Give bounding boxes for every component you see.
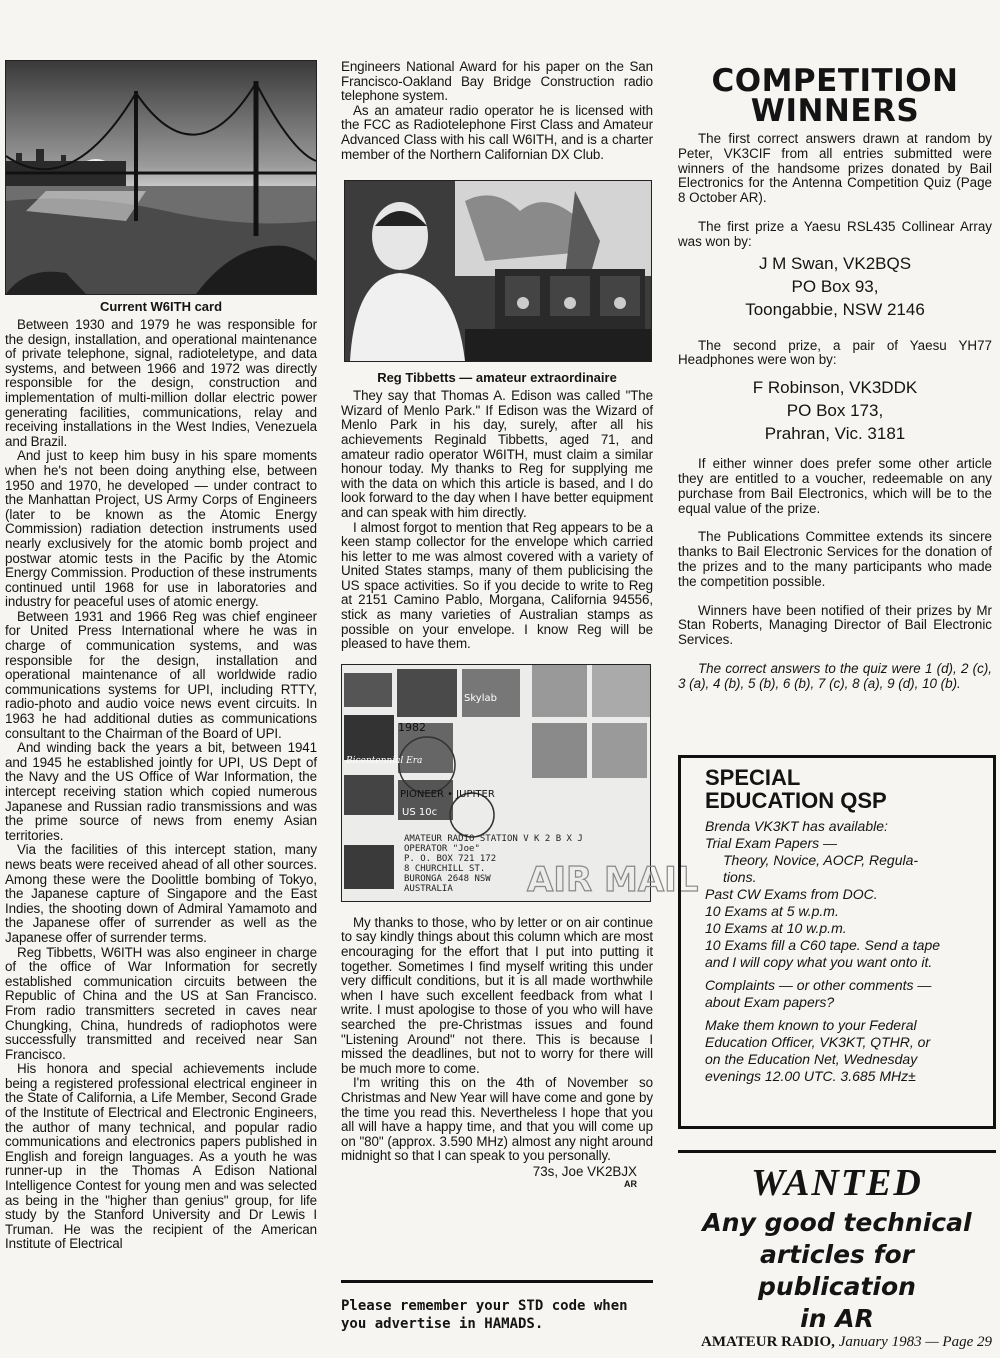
envelope-photo	[341, 664, 699, 902]
paragraph: If either winner does prefer some other article they are entitled to a voucher, redeemable on any purchase from Bail Electronics, which will be to the equal value of the prize.	[678, 456, 992, 516]
paragraph: Winners have been notified of their prizes by Mr Stan Roberts, Managing Director of Bail Electronic Services.	[678, 602, 992, 648]
quiz-answers: The correct answers to the quiz were 1 (d), 2 (c), 3 (a), 4 (b), 5 (b), 6 (b), 7 (c), 8 (a), 9 (d), 10 (b).	[678, 660, 992, 691]
stamp-text: 1982	[398, 720, 426, 734]
operator-at-station-photo	[345, 181, 651, 361]
section-title	[678, 63, 992, 129]
box-line: Education Officer, VK3KT, QTHR, or	[705, 1034, 931, 1050]
competition-winners-section	[678, 60, 992, 692]
envelope-address-line: 8 CHURCHILL ST.	[404, 863, 486, 874]
box-line: Brenda VK3KT has available:	[705, 818, 888, 834]
photo-caption: Reg Tibbetts — amateur extraordinaire	[377, 370, 617, 386]
wanted-text	[678, 1207, 996, 1335]
box-line: Make them known to your Federal	[705, 1017, 917, 1033]
box-line: about Exam papers?	[705, 994, 835, 1010]
address-line: PO Box 93,	[791, 276, 879, 296]
wanted-title: WANTED	[751, 1162, 923, 1204]
envelope-address-line: BURONGA 2648 NSW	[404, 873, 491, 884]
title-line: SPECIAL	[705, 765, 801, 790]
wanted-line: articles for publication	[758, 1240, 916, 1301]
author-signoff: 73s, Joe VK2BJX	[532, 1163, 637, 1179]
box-line: Trial Exam Papers —	[705, 835, 837, 851]
airmail-label: AIR MAIL	[527, 859, 699, 900]
qsl-card-photo	[5, 60, 317, 295]
paragraph: Engineers National Award for his paper on the San Francisco-Oakland Bay Bridge Construction radio telephone system.	[341, 59, 653, 104]
column-2	[341, 59, 699, 1189]
wanted-line: in AR	[800, 1304, 874, 1333]
box-line: and I will copy what you want onto it.	[705, 954, 933, 970]
paragraph: The Publications Committee extends its sincere thanks to Bail Electronic Services for the donation of the prizes and to the many participants who made the competition possible.	[678, 529, 992, 589]
article-text-col1	[5, 318, 317, 1252]
stamp-text: Bicentennial Era	[346, 755, 423, 766]
paragraph: Between 1931 and 1966 Reg was chief engineer for United Press International where he was in charge of communication systems, and was responsible for the design, installation and operational maintenance of all worldwide radio communications systems for UPI, including RTTY, radio-photo and audio voice news event circuits. In 1963 he had additional duties as communications consultant to the Chairman of the Board of UPI.	[5, 608, 317, 741]
paragraph: The first prize a Yaesu RSL435 Collinear Array was won by:	[678, 218, 992, 249]
envelope-address-line: P. O. BOX 721 172	[404, 853, 497, 864]
article-text-col2-top	[341, 60, 653, 162]
address-line: PO Box 173,	[786, 401, 884, 421]
box-line: on the Education Net, Wednesday	[705, 1051, 918, 1067]
paragraph: And just to keep him busy in his spare moments when he's not been doing anything else, between 1950 and 1970, he developed — under contract to the Manhattan Project, US Army Corps of Engineers (later to be known as the Atomic Energy Commission) radiation detection instruments used nearly exclusively for the atomic bomb project and postwar atomic tests in the Pacific by the Atomic Energy Commission. Production of these instruments continued until 1968 for use in laboratories and industry for peaceful uses of atomic energy.	[5, 448, 317, 610]
article-text-col2-middle	[341, 389, 653, 652]
address-line: J M Swan, VK2BQS	[758, 253, 912, 273]
title-line: COMPETITION	[711, 63, 959, 99]
winner-address	[678, 252, 992, 321]
paragraph: I'm writing this on the 4th of November so Christmas and New Year will have come and gone by the time you read this. Nevertheless I hope that you all will have a happy time, and that you will come up on "80" (approx. 3.590 MHz) almost any night around midnight so that I can speak to you personally.	[341, 1075, 653, 1164]
box-line: 10 Exams at 5 w.p.m.	[705, 903, 839, 919]
paragraph: The second prize, a pair of Yaesu YH77 Headphones were won by:	[678, 337, 992, 368]
stamped-envelope-illustration	[342, 665, 699, 901]
box-line: tions.	[723, 869, 757, 885]
magazine-name: AMATEUR RADIO,	[701, 1334, 835, 1350]
wanted-notice	[678, 1150, 996, 1333]
paragraph: And winding back the years a bit, between 1941 and 1945 he established jointly for UPI, US Dept of the Navy and the US Office of War Information, the intercept receiving station which copied numerous Japanese and Russian radio transmissions and was the prime source of news from enemy Asian territories.	[5, 740, 317, 843]
title-line: EDUCATION QSP	[705, 788, 887, 813]
paragraph: The first correct answers drawn at random by Peter, VK3CIF from all entries submitted were winners of the handsome prizes donated by Bail Electronics for the Antenna Competition Quiz (Page 8 October AR).	[678, 131, 992, 206]
paragraph: As an amateur radio operator he is licensed with the FCC as Radiotelephone First Class and Amateur Advanced Class with his call W6ITH, and is a charter member of the Northern Californian DX Club.	[341, 102, 653, 162]
stamp-text: US 10c	[402, 806, 438, 818]
stamp-text: PIONEER • JUPITER	[400, 788, 495, 800]
paragraph: Between 1930 and 1979 he was responsible for the design, installation, and operational maintenance of private telephone, signal, radioteletype, and data systems, and between 1966 and 1972 was directly responsible for the design, construction and implementation of multi-million dollar electric power generating facilities, communications, relay and receiving installations in the West Indies, Venezuela and Brazil.	[5, 317, 317, 449]
box-line: evenings 12.00 UTC. 3.685 MHz±	[705, 1068, 916, 1084]
column-1	[5, 60, 317, 1252]
paragraph: His honora and special achievements include being a registered professional electrical engineer in the State of California, a Life Member, Second Grade of the Institute of Electrical and Electronic Engineers, the author of many technical, and popular radio communications and electronics papers published in English and foreign languages. As a youth he was runner-up in the Thomas A Edison National Intelligence Contest for young men and was selected as being in the "higher than genius" group, for life study by the Stanford University and Dr Lewis I Truman. He was the recipient of the American Institute of Electrical	[5, 1061, 317, 1252]
box-line: 10 Exams at 10 w.p.m.	[705, 920, 847, 936]
bridge-sunset-illustration	[6, 61, 316, 294]
article-text-col2-bottom	[341, 916, 653, 1164]
photo-caption: Current W6ITH card	[99, 299, 223, 314]
envelope-address-line: AUSTRALIA	[404, 883, 453, 894]
envelope-address-line: AMATEUR RADIO STATION V K 2 B X J	[404, 833, 583, 844]
stamp-text: Skylab	[464, 692, 497, 704]
issue-info: January 1983 — Page 29	[838, 1334, 992, 1350]
paragraph: Reg Tibbetts, W6ITH was also engineer in charge of the office of War Information for secretly established communication circuits between the Republic of China and the US at San Francisco. From radio transmitters secreted in caves near Chungking, China, hundreds of radiophotos were successfully transmitted and received near San Francisco.	[5, 944, 317, 1062]
reg-tibbetts-photo	[344, 180, 652, 362]
title-line: WINNERS	[750, 93, 920, 129]
envelope-address-line: OPERATOR "Joe"	[404, 843, 480, 854]
winner-address	[678, 376, 992, 445]
paragraph: My thanks to those, who by letter or on air continue to say kindly things about this column which are most encouraging for the effort that I put into putting it together. Sometimes I find myself writing this under very difficult conditions, but it is all made worthwhile when I have such excellent feedback from what I write. I must apologise to those of you who will have searched the pre-Christmas issues and found "Listening Around" not there. This is because I missed the deadlines, but not to worry for there will be much more to come.	[341, 914, 653, 1076]
address-line: Prahran, Vic. 3181	[764, 424, 906, 444]
paragraph: They say that Thomas A. Edison was called "The Wizard of Menlo Park." If Edison was the Wizard of Menlo Park in his day, surely, after all his achievements Reginald Tibbetts, aged 71, and amateur radio operator W6ITH, must claim a similar honour today. My thanks to Reg for supplying me with the data on which this article is based, and I do look forward to the day when I have better equipment and can speak with him directly.	[341, 388, 653, 520]
education-qsp-box	[678, 755, 996, 1129]
wanted-line: Any good technical	[702, 1208, 972, 1237]
box-line: Theory, Novice, AOCP, Regula-	[723, 852, 919, 868]
box-line: Past CW Exams from DOC.	[705, 886, 878, 902]
address-line: F Robinson, VK3DDK	[752, 378, 918, 398]
box-title	[705, 766, 979, 812]
address-line: Toongabbie, NSW 2146	[745, 299, 925, 319]
std-code-notice: Please remember your STD code when you advertise in HAMADS.	[341, 1280, 653, 1333]
box-line: 10 Exams fill a C60 tape. Send a tape	[705, 937, 941, 953]
page-footer	[701, 1334, 992, 1351]
ar-end-mark: AR	[624, 1178, 637, 1189]
paragraph: I almost forgot to mention that Reg appears to be a keen stamp collector for the envelope which carried his letter to me was almost covered with a variety of United States stamps, many of them publicising the US space activities. So if you decide to write to Reg at 2151 Camino Pablo, Morgana, California 94556, stick as many varieties of Australian stamps as possible on your envelope. I know Reg will be pleased to have them.	[341, 519, 653, 652]
box-line: Complaints — or other comments —	[705, 977, 932, 993]
paragraph: Via the facilities of this intercept station, many news beats were received ahead of all other sources. Among these were the Doolittle bombing of Tokyo, the Japanese capture of Singapore and the East Indies, the shooting down of Admiral Yamamoto and the Japanese offer of surrender as well as the Japanese offer of surrender terms.	[5, 842, 317, 945]
